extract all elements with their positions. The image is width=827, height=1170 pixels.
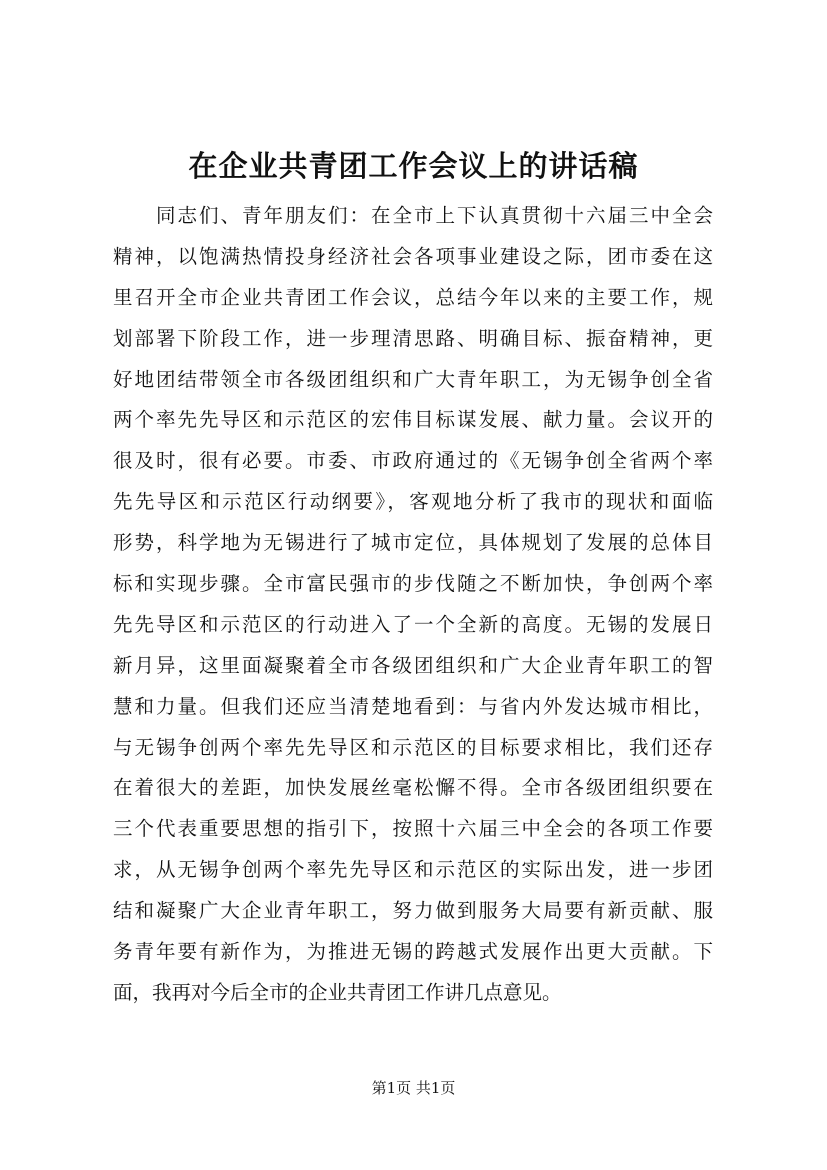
body-line: 标和实现步骤。全市富民强市的步伐随之不断加快，争创两个率: [113, 572, 713, 596]
body-line: 里召开全市企业共青团工作会议，总结今年以来的主要工作，规: [113, 285, 713, 309]
body-line: 先先导区和示范区行动纲要》，客观地分析了我市的现状和面临: [113, 490, 713, 514]
document-body: [113, 196, 713, 1014]
body-line: 划部署下阶段工作，进一步理清思路、明确目标、振奋精神，更: [113, 326, 713, 350]
body-line: 形势，科学地为无锡进行了城市定位，具体规划了发展的总体目: [113, 531, 713, 555]
body-line: 面，我再对今后全市的企业共青团工作讲几点意见。: [113, 980, 562, 1004]
body-line: 与无锡争创两个率先先导区和示范区的目标要求相比，我们还存: [113, 735, 713, 759]
body-line: 精神，以饱满热情投身经济社会各项事业建设之际，团市委在这: [113, 244, 713, 268]
body-line: 好地团结带领全市各级团组织和广大青年职工，为无锡争创全省: [113, 367, 713, 391]
body-line: 新月异，这里面凝聚着全市各级团组织和广大企业青年职工的智: [113, 653, 713, 677]
body-line: 在着很大的差距，加快发展丝毫松懈不得。全市各级团组织要在: [113, 776, 713, 800]
body-line: 求，从无锡争创两个率先先导区和示范区的实际出发，进一步团: [113, 858, 713, 882]
body-line: 务青年要有新作为，为推进无锡的跨越式发展作出更大贡献。下: [113, 940, 713, 964]
body-line: 结和凝聚广大企业青年职工，努力做到服务大局要有新贡献、服: [113, 899, 713, 923]
page-footer: 第1页 共1页: [371, 1079, 456, 1097]
body-line: 同志们、青年朋友们：在全市上下认真贯彻十六届三中全会: [113, 204, 713, 227]
body-line: 先先导区和示范区的行动进入了一个全新的高度。无锡的发展日: [113, 612, 713, 636]
body-line: 慧和力量。但我们还应当清楚地看到：与省内外发达城市相比，: [113, 694, 713, 718]
document-title: 在企业共青团工作会议上的讲话稿: [188, 149, 639, 183]
body-line: 很及时，很有必要。市委、市政府通过的《无锡争创全省两个率: [113, 449, 713, 473]
body-line: 两个率先先导区和示范区的宏伟目标谋发展、献力量。会议开的: [113, 408, 713, 432]
body-line: 三个代表重要思想的指引下，按照十六届三中全会的各项工作要: [113, 817, 713, 841]
